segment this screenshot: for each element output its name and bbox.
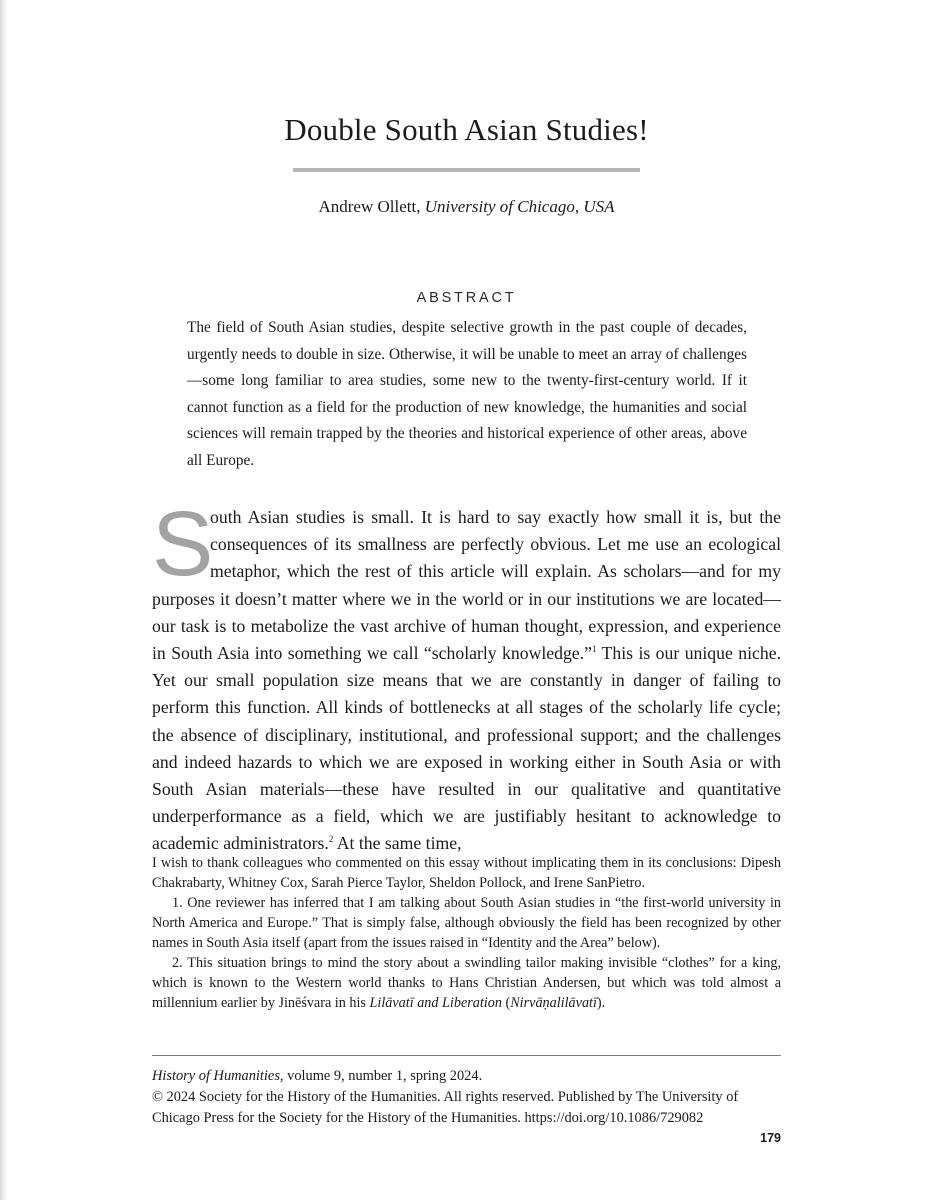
footnotes xyxy=(152,853,781,1013)
footnote-ref-1[interactable]: 1 xyxy=(591,644,597,655)
footnote-2-paren: ( xyxy=(501,995,511,1011)
issue-info: , volume 9, number 1, spring 2024. xyxy=(279,1068,483,1084)
author-affiliation: University of Chicago, USA xyxy=(424,197,615,216)
journal-name: History of Humanities xyxy=(152,1068,280,1084)
acknowledgment-note: I wish to thank colleagues who commented on this essay without implicating them in its conclusions: Dipesh Chakrabarty, Whitney Cox, Sarah Pierce Taylor, Sheldon Pollock, and Irene SanPietro. xyxy=(152,855,781,891)
body-text-part1: outh Asian studies is small. It is hard to say exactly how small it is, but the consequences of its smallness are perfectly obvious. Let me use an ecological metaphor, which the rest of this article will explain. As scholars—and for my purposes it doesn’t matter where we in the world or in our institutions we are located—our task is to metabolize the vast archive of human thought, expression, and experience in South Asia into something we call “scholarly knowledge.” xyxy=(152,507,781,664)
body-paragraph xyxy=(152,493,781,858)
footnote-1: 1. One reviewer has inferred that I am talking about South Asian studies in “the first-world university in North America and Europe.” That is simply false, although obviously the field has been recognized by other names in South Asia itself (apart from the issues raised in “Identity and the Area” below). xyxy=(152,895,781,951)
publication-info xyxy=(152,1066,781,1129)
drop-cap: S xyxy=(152,493,214,595)
byline xyxy=(0,197,933,217)
article-title: Double South Asian Studies! xyxy=(284,112,649,147)
footnote-ref-2[interactable]: 2 xyxy=(328,834,334,845)
page-number: 179 xyxy=(760,1131,781,1145)
body-text-part3: At the same time, xyxy=(333,833,462,854)
footnote-2-original-title: Nirvāṇalilāvatī xyxy=(510,995,597,1011)
body-text-part2: This is our unique niche. Yet our small population size means that we are constantly in danger of failing to perform this function. All kinds of bottlenecks at all stages of the scholarly life cycle; the absence of disciplinary, institutional, and professional support; and the challenges and indeed hazards to which we are exposed in working either in South Asia or with South Asian materials—these have resulted in our qualitative and quantitative underperformance as a field, which we are justifiably hesitant to acknowledge to academic administrators. xyxy=(152,643,781,854)
footnote-2-work-title: Lilāvatī and Liberation xyxy=(369,995,502,1011)
journal-citation xyxy=(152,1066,781,1087)
byline-separator: , xyxy=(416,197,425,216)
author-name: Andrew Ollett xyxy=(318,197,417,216)
page-edge-shadow xyxy=(0,0,8,1200)
footnote-2-end: ). xyxy=(596,995,606,1011)
footer-rule xyxy=(152,1055,781,1056)
copyright-notice: © 2024 Society for the History of the Humanities. All rights reserved. Published by The University of Chicago Press for the Society for the History of the Humanities. https://doi.org/10.1086/729082 xyxy=(152,1089,739,1126)
footnote-2-text: 2. This situation brings to mind the story about a swindling tailor making invisible “clothes” for a king, which is known to the Western world thanks to Hans Christian Andersen, but which was told almost a millennium earlier by Jinēśvara in his xyxy=(152,955,781,1011)
abstract-heading: ABSTRACT xyxy=(416,290,517,306)
footnote-2 xyxy=(152,953,781,1013)
abstract-text: The field of South Asian studies, despite selective growth in the past couple of decades, urgently needs to double in size. Otherwise, it will be unable to meet an array of challenges—some long familiar to area studies, some new to the twenty-first-century world. If it cannot function as a field for the production of new knowledge, the humanities and social sciences will remain trapped by the theories and historical experience of other areas, above all Europe. xyxy=(187,319,747,469)
title-rule xyxy=(293,168,640,172)
